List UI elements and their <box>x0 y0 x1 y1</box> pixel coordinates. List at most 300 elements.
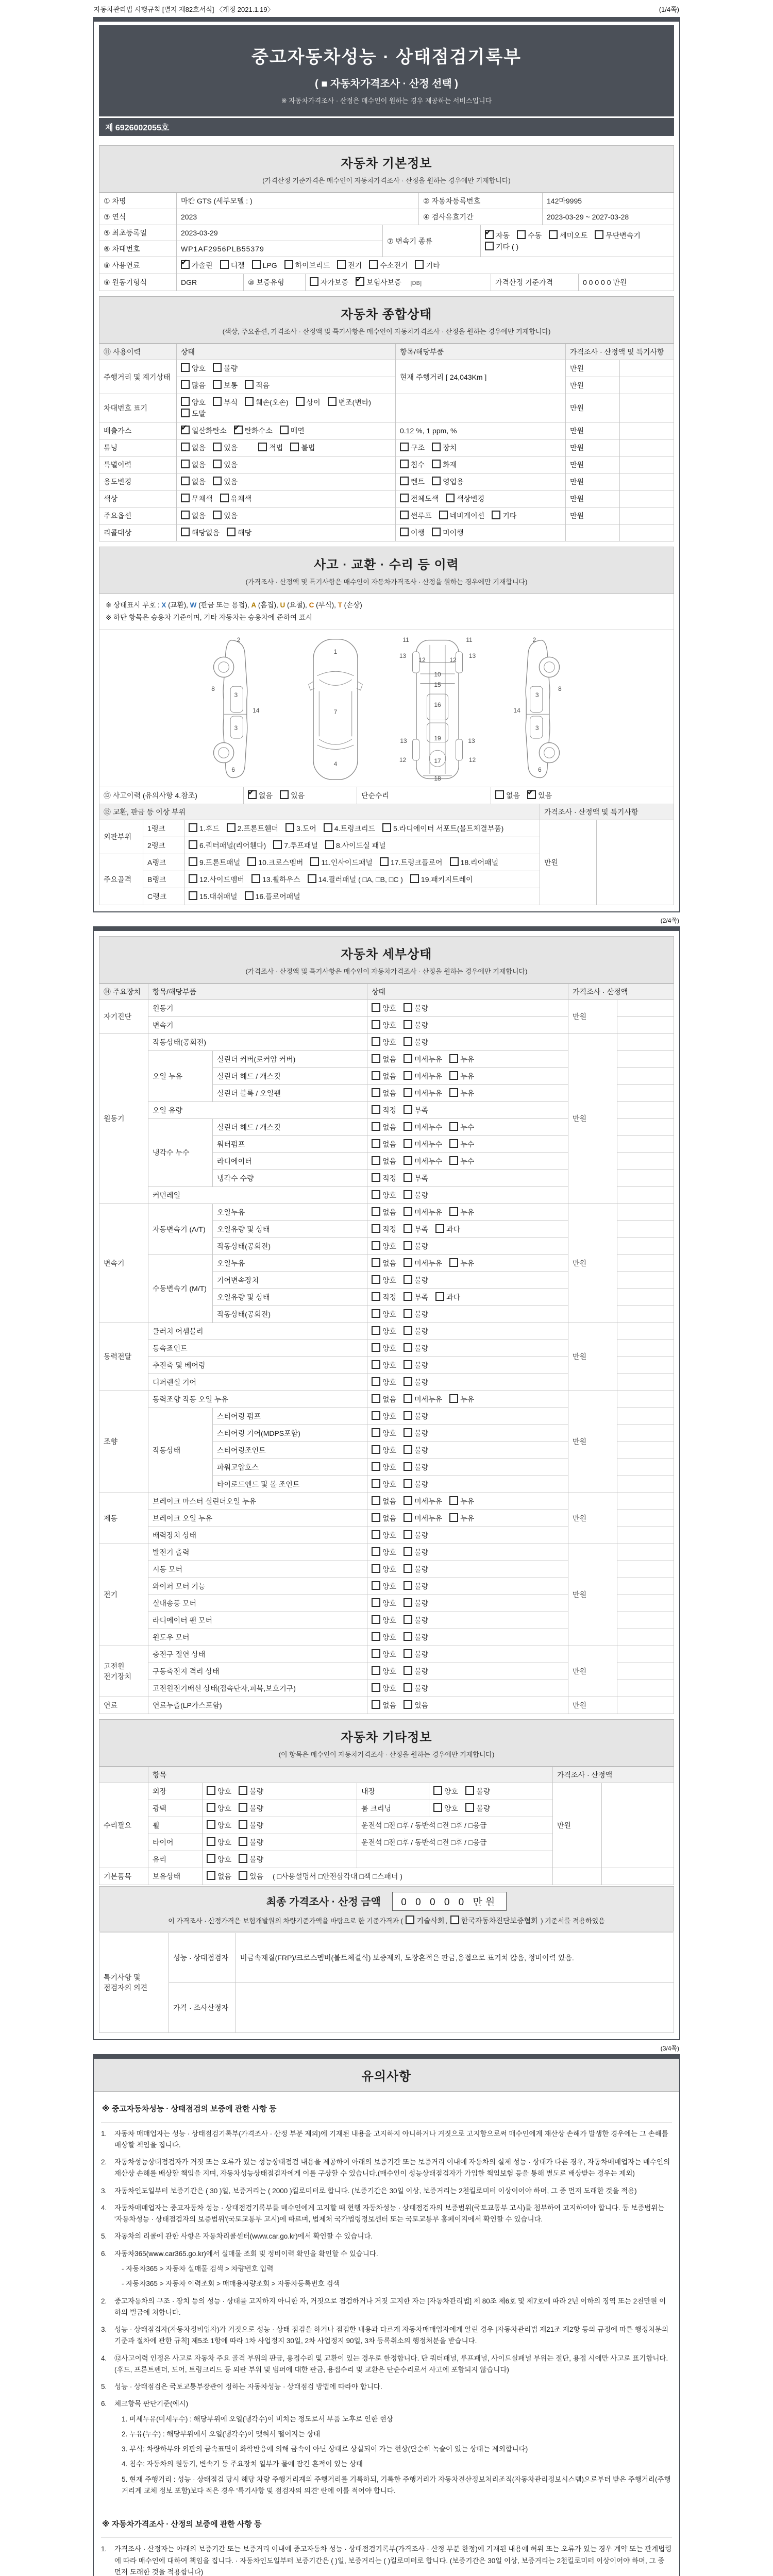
checkbox-option[interactable] <box>372 1326 396 1336</box>
checkbox-option[interactable] <box>449 1207 474 1217</box>
checkbox-icon[interactable] <box>400 477 409 485</box>
checkbox-option[interactable] <box>404 1598 428 1608</box>
checkbox-option[interactable] <box>181 477 206 487</box>
checkbox-option[interactable] <box>404 1326 428 1336</box>
checkbox-option[interactable] <box>432 443 457 453</box>
checkbox-option[interactable] <box>372 1700 396 1710</box>
checkbox-icon[interactable] <box>372 1394 380 1403</box>
checkbox-option[interactable] <box>404 1683 428 1693</box>
checkbox-option[interactable] <box>449 1258 474 1268</box>
checkbox-option[interactable] <box>404 1071 442 1081</box>
checkbox-option[interactable] <box>449 1156 474 1166</box>
checkbox-icon[interactable] <box>400 460 409 468</box>
checkbox-icon[interactable] <box>372 1258 380 1267</box>
checkbox-option[interactable] <box>189 840 266 851</box>
checkbox-icon[interactable] <box>449 1207 458 1216</box>
checkbox-option[interactable] <box>227 528 251 538</box>
checkbox-option[interactable] <box>372 1615 396 1625</box>
checkbox-option[interactable] <box>372 1360 396 1370</box>
checkbox-option[interactable] <box>404 1445 428 1455</box>
checkbox-option[interactable] <box>372 1377 396 1387</box>
checkbox-icon[interactable] <box>239 1871 247 1880</box>
checkbox-icon[interactable] <box>245 380 254 389</box>
checkbox-icon[interactable] <box>239 1837 247 1846</box>
checkbox-icon[interactable] <box>404 1479 412 1488</box>
checkbox-icon[interactable] <box>372 1037 380 1046</box>
checkbox-icon[interactable] <box>372 1377 380 1386</box>
checkbox-option[interactable] <box>372 1530 396 1540</box>
checkbox-option[interactable] <box>189 857 240 868</box>
checkbox-icon[interactable] <box>181 443 190 451</box>
checkbox-icon[interactable] <box>404 1258 412 1267</box>
checkbox-option[interactable] <box>404 1207 442 1217</box>
checkbox-option[interactable] <box>527 790 552 801</box>
checkbox-option[interactable] <box>372 1649 396 1659</box>
checkbox-option[interactable] <box>372 1479 396 1489</box>
checkbox-icon[interactable] <box>404 1462 412 1471</box>
checkbox-icon[interactable] <box>410 874 419 883</box>
checkbox-icon[interactable] <box>404 1598 412 1607</box>
checkbox-option[interactable] <box>337 260 362 270</box>
checkbox-option[interactable] <box>465 1803 490 1814</box>
checkbox-icon[interactable] <box>372 1462 380 1471</box>
checkbox-icon[interactable] <box>189 840 197 849</box>
checkbox-option[interactable] <box>372 1343 396 1353</box>
checkbox-icon[interactable] <box>404 1037 412 1046</box>
checkbox-option[interactable] <box>181 426 227 436</box>
checkbox-icon[interactable] <box>372 1224 380 1233</box>
checkbox-option[interactable] <box>549 230 587 241</box>
checkbox-icon[interactable] <box>245 397 254 406</box>
checkbox-option[interactable] <box>404 1173 428 1183</box>
checkbox-icon[interactable] <box>404 1530 412 1539</box>
checkbox-icon[interactable] <box>404 1683 412 1692</box>
checkbox-option[interactable] <box>227 823 278 834</box>
checkbox-icon[interactable] <box>372 1003 380 1012</box>
checkbox-option[interactable] <box>449 1496 474 1506</box>
checkbox-option[interactable] <box>280 790 305 801</box>
checkbox-option[interactable] <box>449 1054 474 1064</box>
checkbox-option[interactable] <box>372 1547 396 1557</box>
checkbox-icon[interactable] <box>432 477 441 485</box>
checkbox-option[interactable] <box>404 1615 428 1625</box>
checkbox-icon[interactable] <box>239 1854 247 1863</box>
checkbox-icon[interactable] <box>432 443 441 451</box>
checkbox-icon[interactable] <box>404 1275 412 1284</box>
checkbox-icon[interactable] <box>404 1139 412 1148</box>
checkbox-option[interactable] <box>285 823 316 834</box>
checkbox-option[interactable] <box>273 840 318 851</box>
checkbox-icon[interactable] <box>181 460 190 468</box>
checkbox-option[interactable] <box>181 409 206 419</box>
checkbox-option[interactable] <box>324 823 375 834</box>
checkbox-option[interactable] <box>372 1632 396 1642</box>
checkbox-icon[interactable] <box>404 1088 412 1097</box>
checkbox-icon[interactable] <box>372 1292 380 1301</box>
checkbox-option[interactable] <box>449 1513 474 1523</box>
checkbox-option[interactable] <box>290 443 315 453</box>
checkbox-option[interactable] <box>400 494 439 504</box>
checkbox-icon[interactable] <box>400 443 409 451</box>
checkbox-icon[interactable] <box>337 260 346 269</box>
checkbox-icon[interactable] <box>369 260 378 269</box>
checkbox-icon[interactable] <box>372 1309 380 1318</box>
checkbox-checked-icon[interactable] <box>234 426 243 434</box>
checkbox-icon[interactable] <box>449 1054 458 1063</box>
checkbox-icon[interactable] <box>247 857 256 866</box>
checkbox-option[interactable] <box>404 1190 428 1200</box>
checkbox-icon[interactable] <box>372 1190 380 1199</box>
checkbox-option[interactable] <box>372 1275 396 1285</box>
checkbox-option[interactable] <box>404 1700 428 1710</box>
checkbox-option[interactable] <box>372 1003 396 1013</box>
checkbox-icon[interactable] <box>595 230 603 239</box>
checkbox-option[interactable] <box>181 494 213 504</box>
checkbox-option[interactable] <box>404 1054 442 1064</box>
car-diagram-underbody[interactable] <box>399 637 476 782</box>
checkbox-option[interactable] <box>449 1088 474 1098</box>
checkbox-icon[interactable] <box>239 1803 247 1812</box>
checkbox-option[interactable] <box>372 1037 396 1047</box>
checkbox-icon[interactable] <box>372 1428 380 1437</box>
checkbox-icon[interactable] <box>404 1207 412 1216</box>
checkbox-option[interactable] <box>404 1649 428 1659</box>
checkbox-option[interactable] <box>207 1803 231 1814</box>
checkbox-option[interactable] <box>404 1360 428 1370</box>
checkbox-option[interactable] <box>439 511 485 521</box>
checkbox-option[interactable] <box>450 857 499 868</box>
checkbox-option[interactable] <box>213 511 238 521</box>
checkbox-option[interactable] <box>435 1292 460 1302</box>
checkbox-icon[interactable] <box>207 1837 215 1846</box>
checkbox-option[interactable] <box>485 242 518 252</box>
checkbox-option[interactable] <box>213 477 238 487</box>
checkbox-icon[interactable] <box>372 1054 380 1063</box>
checkbox-icon[interactable] <box>189 891 197 900</box>
checkbox-icon[interactable] <box>280 790 289 799</box>
checkbox-icon[interactable] <box>449 1513 458 1522</box>
checkbox-option[interactable] <box>189 891 238 902</box>
checkbox-option[interactable] <box>404 1547 428 1557</box>
checkbox-icon[interactable] <box>284 260 293 269</box>
checkbox-option[interactable] <box>432 460 457 470</box>
checkbox-icon[interactable] <box>285 823 294 832</box>
checkbox-icon[interactable] <box>404 1615 412 1624</box>
checkbox-option[interactable] <box>207 1871 231 1882</box>
checkbox-icon[interactable] <box>372 1020 380 1029</box>
checkbox-icon[interactable] <box>372 1479 380 1488</box>
checkbox-icon[interactable] <box>181 477 190 485</box>
checkbox-option[interactable] <box>189 823 220 834</box>
checkbox-option[interactable] <box>213 460 238 470</box>
checkbox-option[interactable] <box>372 1054 396 1064</box>
checkbox-icon[interactable] <box>258 443 267 451</box>
checkbox-option[interactable] <box>372 1224 396 1234</box>
checkbox-option[interactable] <box>372 1241 396 1251</box>
checkbox-icon[interactable] <box>372 1513 380 1522</box>
checkbox-icon[interactable] <box>239 1820 247 1829</box>
checkbox-option[interactable] <box>435 1224 460 1234</box>
checkbox-icon[interactable] <box>449 1122 458 1131</box>
checkbox-option[interactable] <box>213 397 238 408</box>
checkbox-icon[interactable] <box>404 1547 412 1556</box>
checkbox-icon[interactable] <box>189 823 197 832</box>
checkbox-option[interactable] <box>449 1139 474 1149</box>
checkbox-icon[interactable] <box>213 511 222 519</box>
checkbox-icon[interactable] <box>372 1275 380 1284</box>
checkbox-icon[interactable] <box>404 1122 412 1131</box>
checkbox-option[interactable] <box>234 426 273 436</box>
checkbox-icon[interactable] <box>432 528 441 536</box>
checkbox-icon[interactable] <box>404 1394 412 1403</box>
checkbox-checked-icon[interactable] <box>181 260 190 269</box>
checkbox-icon[interactable] <box>213 363 222 372</box>
checkbox-option[interactable] <box>181 363 206 374</box>
checkbox-option[interactable] <box>239 1854 263 1865</box>
checkbox-option[interactable] <box>372 1666 396 1676</box>
checkbox-option[interactable] <box>449 1122 474 1132</box>
checkbox-option[interactable] <box>372 1292 396 1302</box>
checkbox-icon[interactable] <box>406 1916 414 1924</box>
checkbox-icon[interactable] <box>404 1003 412 1012</box>
checkbox-icon[interactable] <box>465 1803 474 1812</box>
car-diagram-side-left[interactable] <box>205 637 272 782</box>
checkbox-icon[interactable] <box>465 1786 474 1795</box>
checkbox-icon[interactable] <box>245 891 254 900</box>
checkbox-icon[interactable] <box>404 1513 412 1522</box>
checkbox-option[interactable] <box>372 1309 396 1319</box>
checkbox-option[interactable] <box>372 1581 396 1591</box>
checkbox-icon[interactable] <box>485 242 494 250</box>
checkbox-icon[interactable] <box>495 790 504 799</box>
checkbox-icon[interactable] <box>372 1496 380 1505</box>
checkbox-option[interactable] <box>404 1105 428 1115</box>
checkbox-icon[interactable] <box>181 380 190 389</box>
checkbox-icon[interactable] <box>449 1139 458 1148</box>
checkbox-option[interactable] <box>181 511 206 521</box>
checkbox-icon[interactable] <box>435 1224 444 1233</box>
checkbox-icon[interactable] <box>433 1803 442 1812</box>
checkbox-icon[interactable] <box>404 1326 412 1335</box>
checkbox-option[interactable] <box>404 1258 442 1268</box>
checkbox-icon[interactable] <box>251 874 260 883</box>
checkbox-option[interactable] <box>372 1020 396 1030</box>
checkbox-option[interactable] <box>258 443 283 453</box>
checkbox-icon[interactable] <box>372 1445 380 1454</box>
checkbox-option[interactable] <box>372 1496 396 1506</box>
checkbox-option[interactable] <box>310 857 373 868</box>
checkbox-option[interactable] <box>213 443 238 453</box>
checkbox-option[interactable] <box>252 260 277 269</box>
checkbox-option[interactable] <box>280 426 305 436</box>
checkbox-icon[interactable] <box>372 1105 380 1114</box>
checkbox-option[interactable] <box>404 1479 428 1489</box>
checkbox-option[interactable] <box>404 1122 442 1132</box>
checkbox-option[interactable] <box>372 1411 396 1421</box>
checkbox-icon[interactable] <box>296 397 305 406</box>
checkbox-icon[interactable] <box>404 1360 412 1369</box>
checkbox-option[interactable] <box>372 1598 396 1608</box>
checkbox-icon[interactable] <box>400 528 409 536</box>
checkbox-option[interactable] <box>380 857 443 868</box>
checkbox-option[interactable] <box>432 528 464 538</box>
checkbox-icon[interactable] <box>372 1411 380 1420</box>
checkbox-option[interactable] <box>404 1003 428 1013</box>
checkbox-option[interactable] <box>220 494 252 504</box>
checkbox-icon[interactable] <box>404 1071 412 1080</box>
checkbox-option[interactable] <box>372 1139 396 1149</box>
checkbox-option[interactable] <box>372 1122 396 1132</box>
checkbox-icon[interactable] <box>517 230 526 239</box>
checkbox-icon[interactable] <box>372 1360 380 1369</box>
checkbox-option[interactable] <box>372 1445 396 1455</box>
checkbox-icon[interactable] <box>372 1564 380 1573</box>
checkbox-option[interactable] <box>239 1820 263 1831</box>
checkbox-option[interactable] <box>239 1871 263 1882</box>
checkbox-option[interactable] <box>248 790 273 801</box>
checkbox-icon[interactable] <box>207 1854 215 1863</box>
checkbox-icon[interactable] <box>400 511 409 519</box>
checkbox-option[interactable] <box>181 460 206 470</box>
checkbox-option[interactable] <box>181 397 206 408</box>
checkbox-option[interactable] <box>207 1837 231 1848</box>
checkbox-icon[interactable] <box>372 1071 380 1080</box>
checkbox-icon[interactable] <box>404 1496 412 1505</box>
checkbox-icon[interactable] <box>449 1394 458 1403</box>
checkbox-option[interactable] <box>189 874 244 885</box>
checkbox-icon[interactable] <box>372 1156 380 1165</box>
checkbox-icon[interactable] <box>404 1224 412 1233</box>
checkbox-icon[interactable] <box>290 443 299 451</box>
checkbox-option[interactable] <box>404 1496 442 1506</box>
checkbox-checked-icon[interactable] <box>248 790 257 799</box>
checkbox-icon[interactable] <box>404 1632 412 1641</box>
checkbox-icon[interactable] <box>189 874 197 883</box>
checkbox-option[interactable] <box>310 277 348 287</box>
checkbox-option[interactable] <box>404 1275 428 1285</box>
checkbox-icon[interactable] <box>372 1547 380 1556</box>
checkbox-icon[interactable] <box>404 1054 412 1063</box>
checkbox-option[interactable] <box>372 1258 396 1268</box>
checkbox-icon[interactable] <box>372 1632 380 1641</box>
checkbox-option[interactable] <box>239 1786 263 1797</box>
checkbox-icon[interactable] <box>404 1343 412 1352</box>
checkbox-option[interactable] <box>400 443 425 453</box>
checkbox-option[interactable] <box>372 1190 396 1200</box>
checkbox-icon[interactable] <box>449 1071 458 1080</box>
checkbox-option[interactable] <box>372 1428 396 1438</box>
checkbox-option[interactable] <box>400 477 425 487</box>
checkbox-icon[interactable] <box>181 511 190 519</box>
checkbox-option[interactable] <box>404 1020 428 1030</box>
checkbox-icon[interactable] <box>449 1496 458 1505</box>
checkbox-option[interactable] <box>404 1037 428 1047</box>
checkbox-icon[interactable] <box>492 511 500 519</box>
checkbox-option[interactable] <box>404 1309 428 1319</box>
checkbox-icon[interactable] <box>382 823 391 832</box>
checkbox-icon[interactable] <box>450 1916 459 1924</box>
checkbox-option[interactable] <box>239 1837 263 1848</box>
checkbox-option[interactable] <box>404 1394 442 1404</box>
checkbox-icon[interactable] <box>181 409 190 417</box>
checkbox-icon[interactable] <box>404 1649 412 1658</box>
checkbox-option[interactable] <box>415 260 440 270</box>
checkbox-icon[interactable] <box>325 840 334 849</box>
checkbox-icon[interactable] <box>324 823 332 832</box>
checkbox-option[interactable] <box>433 1786 458 1797</box>
checkbox-icon[interactable] <box>404 1020 412 1029</box>
checkbox-option[interactable] <box>404 1513 442 1523</box>
checkbox-option[interactable] <box>284 260 330 270</box>
checkbox-icon[interactable] <box>372 1326 380 1335</box>
checkbox-option[interactable] <box>372 1683 396 1693</box>
checkbox-icon[interactable] <box>372 1343 380 1352</box>
checkbox-option[interactable] <box>404 1156 442 1166</box>
checkbox-option[interactable] <box>404 1241 428 1251</box>
checkbox-option[interactable] <box>181 380 206 391</box>
checkbox-icon[interactable] <box>400 494 409 502</box>
checkbox-option[interactable] <box>251 874 300 885</box>
checkbox-option[interactable] <box>372 1173 396 1183</box>
checkbox-option[interactable] <box>372 1105 396 1115</box>
checkbox-icon[interactable] <box>372 1088 380 1097</box>
checkbox-icon[interactable] <box>449 1088 458 1097</box>
checkbox-checked-icon[interactable] <box>485 230 494 239</box>
checkbox-option[interactable] <box>372 1394 396 1404</box>
checkbox-option[interactable] <box>400 511 432 521</box>
checkbox-icon[interactable] <box>213 443 222 451</box>
checkbox-icon[interactable] <box>404 1173 412 1182</box>
checkbox-icon[interactable] <box>439 511 448 519</box>
checkbox-option[interactable] <box>181 528 220 538</box>
checkbox-option[interactable] <box>372 1462 396 1472</box>
checkbox-icon[interactable] <box>380 857 389 866</box>
checkbox-icon[interactable] <box>415 260 424 269</box>
checkbox-icon[interactable] <box>273 840 282 849</box>
checkbox-option[interactable] <box>239 1803 263 1814</box>
checkbox-option[interactable] <box>356 277 401 287</box>
checkbox-option[interactable] <box>492 511 516 521</box>
checkbox-icon[interactable] <box>404 1700 412 1709</box>
checkbox-option[interactable] <box>404 1343 428 1353</box>
checkbox-option[interactable] <box>207 1786 231 1797</box>
car-diagram-top[interactable] <box>297 637 374 782</box>
checkbox-option[interactable] <box>247 857 303 868</box>
checkbox-option[interactable] <box>432 477 464 487</box>
checkbox-icon[interactable] <box>220 494 229 502</box>
checkbox-icon[interactable] <box>372 1581 380 1590</box>
checkbox-icon[interactable] <box>404 1377 412 1386</box>
checkbox-icon[interactable] <box>207 1871 215 1880</box>
checkbox-option[interactable] <box>372 1513 396 1523</box>
checkbox-option[interactable] <box>296 397 321 408</box>
checkbox-icon[interactable] <box>404 1581 412 1590</box>
car-diagram-side-right[interactable] <box>501 637 568 782</box>
checkbox-icon[interactable] <box>372 1207 380 1216</box>
checkbox-icon[interactable] <box>404 1190 412 1199</box>
checkbox-icon[interactable] <box>433 1786 442 1795</box>
checkbox-option[interactable] <box>213 363 238 374</box>
checkbox-option[interactable] <box>207 1820 231 1831</box>
checkbox-icon[interactable] <box>404 1105 412 1114</box>
checkbox-option[interactable] <box>220 260 245 270</box>
checkbox-icon[interactable] <box>372 1666 380 1675</box>
checkbox-option[interactable] <box>465 1786 490 1797</box>
checkbox-option[interactable] <box>404 1666 428 1676</box>
checkbox-option[interactable] <box>325 840 386 851</box>
checkbox-option[interactable] <box>404 1377 428 1387</box>
checkbox-icon[interactable] <box>404 1666 412 1675</box>
